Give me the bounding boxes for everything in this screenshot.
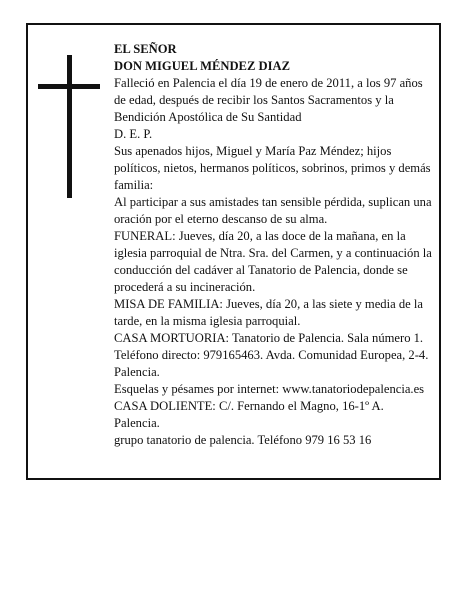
death-announcement: Falleció en Palencia el día 19 de enero de 2011, a los 97 años de edad, después de recibir los Santos Sacramentos y la Bendición Apostólica de Su Santidad bbox=[114, 76, 423, 124]
mourning-house: CASA DOLIENTE: C/. Fernando el Magno, 16-1º A. Palencia. bbox=[114, 399, 384, 430]
latin-cross-icon bbox=[38, 55, 100, 198]
funeral-home-contact: grupo tanatorio de palencia. Teléfono 979 16 53 16 bbox=[114, 433, 372, 447]
cross-vertical-bar bbox=[67, 55, 72, 198]
obituary-text bbox=[114, 41, 432, 449]
mortuary-info: CASA MORTUORIA: Tanatorio de Palencia. Sala número 1. Teléfono directo: 979165463. Avda. Comunidad Europea, 2-4. Palencia. bbox=[114, 331, 429, 379]
family-mass-info: MISA DE FAMILIA: Jueves, día 20, a las siete y media de la tarde, en la misma iglesia parroquial. bbox=[114, 297, 423, 328]
prayer-request: Al participar a sus amistades tan sensible pérdida, suplican una oración por el eterno descanso de su alma. bbox=[114, 195, 432, 226]
notice-heading-title: EL SEÑOR bbox=[114, 42, 177, 56]
rip-line: D. E. P. bbox=[114, 127, 153, 141]
internet-condolences: Esquelas y pésames por internet: www.tanatoriodepalencia.es bbox=[114, 382, 425, 396]
cross-horizontal-bar bbox=[38, 84, 100, 89]
family-line: Sus apenados hijos, Miguel y María Paz Méndez; hijos políticos, nietos, hermanos políticos, sobrinos, primos y demás familia: bbox=[114, 144, 431, 192]
notice-heading-name: DON MIGUEL MÉNDEZ DIAZ bbox=[114, 59, 290, 73]
funeral-info: FUNERAL: Jueves, día 20, a las doce de la mañana, en la iglesia parroquial de Ntra. Sra. del Carmen, y a continuación la conducción del cadáver al Tanatorio de Palencia, donde se procederá a su incineración. bbox=[114, 229, 432, 294]
obituary-notice bbox=[26, 23, 441, 480]
